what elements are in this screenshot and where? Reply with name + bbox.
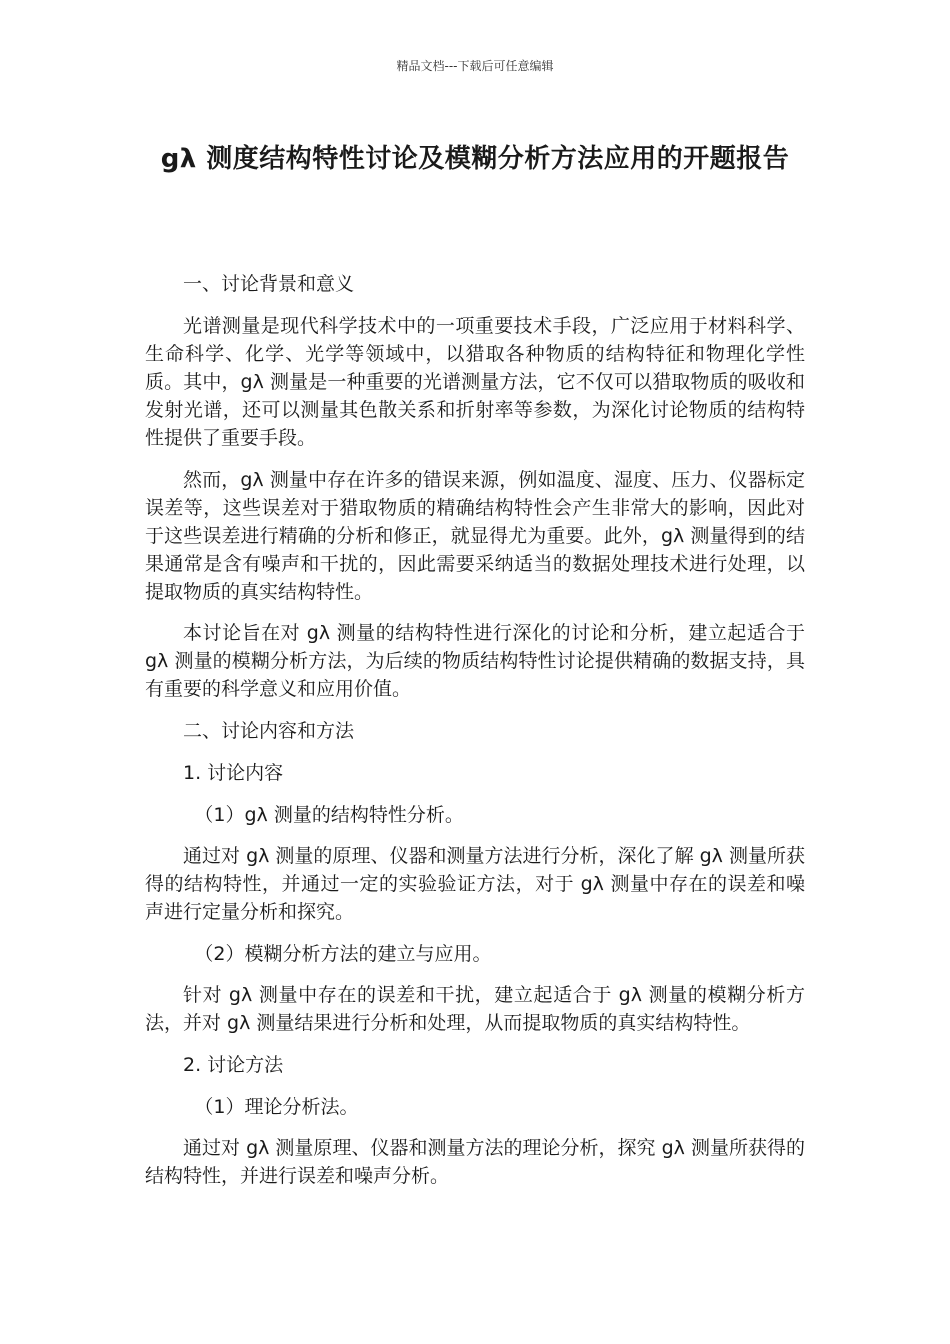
watermark-header: 精品文档---下载后可任意编辑 (396, 59, 554, 73)
subheading-research-content: 1. 讨论内容 (183, 761, 284, 784)
list-item-theory-analysis: （1）理论分析法。 (194, 1095, 359, 1118)
section-heading-background: 一、讨论背景和意义 (183, 273, 355, 295)
paragraph-background-1: 光谱测量是现代科学技术中的一项重要技术手段，广泛应用于材料科学、生命科学、化学、光学等领域中，以猎取各种物质的结构特征和物理化学性质。其中，gλ 测量是一种重要的光谱测量方法，它不仅可以猎取物质的吸收和发射光谱，还可以测量其色散关系和折射率等参数，为深化讨论物质的结构特性提供了重要手段。 (145, 315, 805, 449)
paragraph-structure-analysis: 通过对 gλ 测量的原理、仪器和测量方法进行分析，深化了解 gλ 测量所获得的结构特性，并通过一定的实验验证方法，对于 gλ 测量中存在的误差和噪声进行定量分析和探究。 (145, 845, 805, 923)
paragraph-theory-analysis: 通过对 gλ 测量原理、仪器和测量方法的理论分析，探究 gλ 测量所获得的结构特性，并进行误差和噪声分析。 (145, 1137, 805, 1187)
paragraph-background-2: 然而，gλ 测量中存在许多的错误来源，例如温度、湿度、压力、仪器标定误差等，这些误差对于猎取物质的精确结构特性会产生非常大的影响，因此对于这些误差进行精确的分析和修正，就显得尤为重要。此外，gλ 测量得到的结果通常是含有噪声和干扰的，因此需要采纳适当的数据处理技术进行处理，以提取物质的真实结构特性。 (145, 468, 805, 603)
list-item-fuzzy-method: （2）模糊分析方法的建立与应用。 (194, 942, 492, 965)
paragraph-background-3: 本讨论旨在对 gλ 测量的结构特性进行深化的讨论和分析，建立起适合于 gλ 测量的模糊分析方法，为后续的物质结构特性讨论提供精确的数据支持，具有重要的科学意义和应用价值。 (145, 622, 805, 700)
section-heading-content-method: 二、讨论内容和方法 (183, 719, 355, 742)
paragraph-fuzzy-method: 针对 gλ 测量中存在的误差和干扰，建立起适合于 gλ 测量的模糊分析方法，并对 gλ 测量结果进行分析和处理，从而提取物质的真实结构特性。 (145, 984, 805, 1034)
document-body (145, 270, 805, 1204)
subheading-research-method: 2. 讨论方法 (183, 1053, 284, 1076)
list-item-structure-analysis: （1）gλ 测量的结构特性分析。 (194, 803, 464, 826)
document-title: gλ 测度结构特性讨论及模糊分析方法应用的开题报告 (160, 144, 790, 174)
